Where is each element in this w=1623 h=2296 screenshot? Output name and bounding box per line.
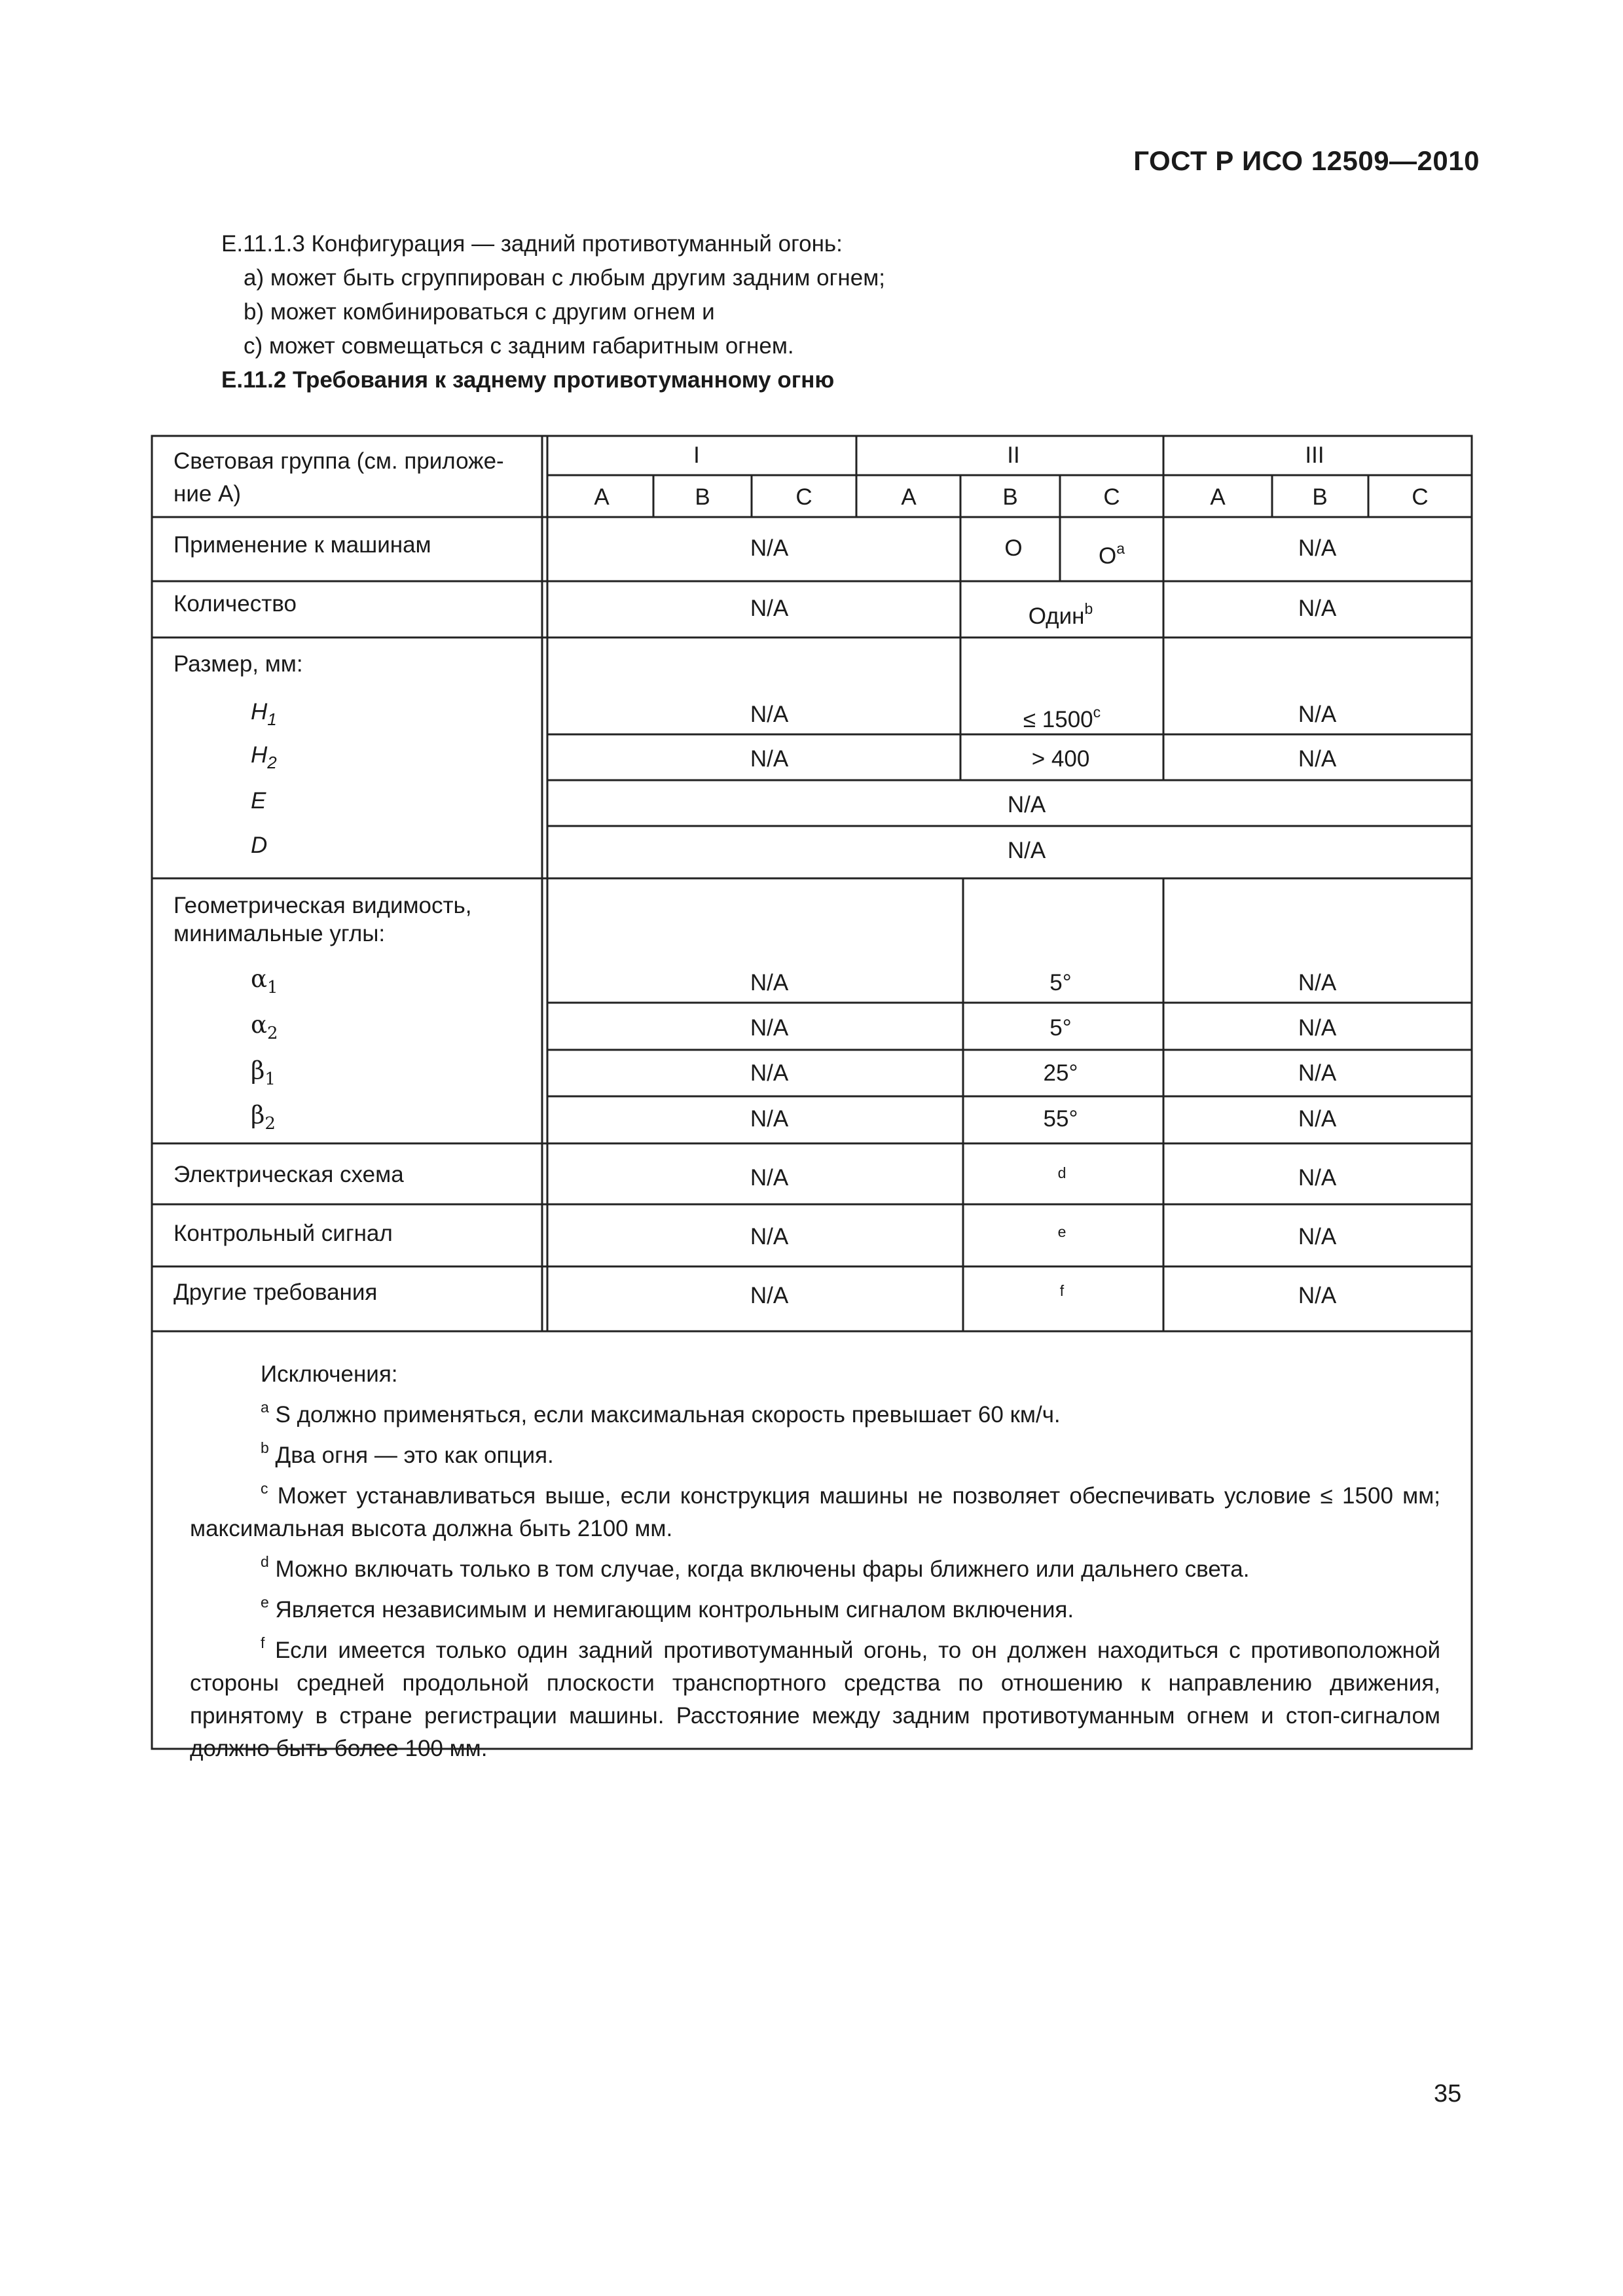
row-label-quantity: Количество	[173, 591, 297, 617]
table-cell: N/A	[750, 1106, 789, 1132]
table-cell: N/A	[1298, 1015, 1337, 1041]
row-sublabel-h1: $H_1$	[251, 699, 277, 729]
table-cell: N/A	[1298, 1165, 1337, 1191]
group-header-1: I	[693, 442, 700, 468]
table-cell: N/A	[750, 535, 789, 561]
notes-title: Исключения:	[261, 1361, 398, 1387]
row-label-other: Другие требования	[173, 1280, 378, 1305]
table-cell: N/A	[1298, 1224, 1337, 1249]
footnote-ref: f	[1059, 1282, 1065, 1299]
row-label-control: Контрольный сигнал	[173, 1221, 393, 1246]
subcolumn-header: A	[594, 484, 610, 510]
table-notes	[190, 1358, 1440, 1765]
table-cell: N/A	[750, 1224, 789, 1249]
subcolumn-header: C	[795, 484, 812, 510]
group-header-2: II	[1007, 442, 1020, 468]
row-sublabel-beta2: $\beta_2$	[251, 1101, 276, 1134]
footnote-e: $^e$ Является независимым и немигающим контрольным сигналом включения.	[261, 1594, 1074, 1623]
table-cell: N/A	[750, 1015, 789, 1041]
footnote-c: $^c$ Может устанавливаться выше, если конструкция машины не позволяет обеспечивать условие ≤ 1500 мм; максимальная высота должна быть 2100 мм.	[190, 1480, 1440, 1541]
footnote-b: $^b$ Два огня — это как опция.	[261, 1439, 554, 1468]
subcolumn-header: A	[1210, 484, 1226, 510]
table-cell: N/A	[750, 1283, 789, 1308]
row-sublabel-beta1: $\beta_1$	[251, 1056, 276, 1089]
table-cell: N/A	[1298, 596, 1337, 621]
table-cell: $O^a$	[1098, 540, 1125, 569]
table-cell: > 400	[1031, 746, 1090, 772]
subcolumn-header: C	[1103, 484, 1120, 510]
table-cell: N/A	[1298, 702, 1337, 727]
standard-designation: ГОСТ Р ИСО 12509—2010	[1133, 145, 1480, 176]
row-label-electrical: Электрическая схема	[173, 1162, 404, 1187]
table-cell: N/A	[1007, 838, 1046, 863]
section-subheading: E.11.2 Требования к заднему противотуманному огню	[221, 367, 835, 393]
footnote-ref: e	[1057, 1223, 1067, 1240]
list-item: c) может совмещаться с задним габаритным огнем.	[244, 333, 794, 359]
table-cell: N/A	[750, 970, 789, 996]
row-sublabel-alpha1: $\alpha_1$	[251, 965, 278, 997]
list-item: a) может быть сгруппирован с любым другим задним огнем;	[244, 265, 885, 291]
table-cell: 5°	[1049, 1015, 1072, 1041]
subcolumn-header: C	[1412, 484, 1429, 510]
table-cell: ≤ $1500^c$	[1023, 704, 1101, 732]
subcolumn-header: B	[695, 484, 710, 510]
table-cell: N/A	[750, 1165, 789, 1191]
table-cell: N/A	[1298, 1060, 1337, 1086]
table-cell: N/A	[1298, 1283, 1337, 1308]
footnote-ref: d	[1057, 1164, 1067, 1181]
row-label-size: Размер, мм:	[173, 651, 303, 677]
table-cell: N/A	[1298, 970, 1337, 996]
footnote-a: $^a$ S должно применяться, если максимальная скорость превышает 60 км/ч.	[261, 1399, 1061, 1427]
list-item: b) может комбинироваться с другим огнем и	[244, 299, 715, 325]
row-label-visibility: Геометрическая видимость, минимальные углы:	[173, 893, 472, 946]
table-cell: 55°	[1043, 1106, 1078, 1132]
header-label: Световая группа (см. приложе- ние А)	[173, 448, 504, 507]
clause-heading: E.11.1.3 Конфигурация — задний противотуманный огонь:	[221, 231, 843, 257]
table-cell: N/A	[1298, 746, 1337, 772]
footnote-d: $^d$ Можно включать только в том случае, когда включены фары ближнего или дальнего света.	[261, 1553, 1250, 1582]
subcolumn-header: B	[1002, 484, 1018, 510]
table-cell: O	[1004, 535, 1023, 561]
row-sublabel-d: D	[251, 833, 268, 858]
table-cell: 5°	[1049, 970, 1072, 996]
group-header-3: III	[1305, 442, 1324, 468]
page-number: 35	[1434, 2080, 1462, 2108]
table-cell: N/A	[1298, 535, 1337, 561]
subcolumn-header: A	[901, 484, 917, 510]
footnote-f: $^f$ Если имеется только один задний противотуманный огонь, то он должен находиться с противоположной стороны средней продольной плоскости транспортного средства по отношению к направлению движения, принятому в стране регистрации машины. Расстояние между задним противотуманным огнем и стоп-сигналом должно быть более 100 мм.	[190, 1634, 1440, 1761]
table-cell: Один$^b$	[1028, 600, 1093, 629]
table-cell: N/A	[750, 1060, 789, 1086]
table-cell: N/A	[1298, 1106, 1337, 1132]
row-sublabel-h2: $H_2$	[251, 742, 277, 772]
table-cell: N/A	[750, 702, 789, 727]
table-cell: N/A	[750, 596, 789, 621]
table-cell: N/A	[1007, 792, 1046, 817]
table-cell: 25°	[1043, 1060, 1078, 1086]
row-sublabel-alpha2: $\alpha_2$	[251, 1011, 278, 1043]
row-sublabel-e: E	[251, 788, 266, 814]
table-cell: N/A	[750, 746, 789, 772]
row-label-application: Применение к машинам	[173, 532, 431, 558]
subcolumn-header: B	[1312, 484, 1328, 510]
